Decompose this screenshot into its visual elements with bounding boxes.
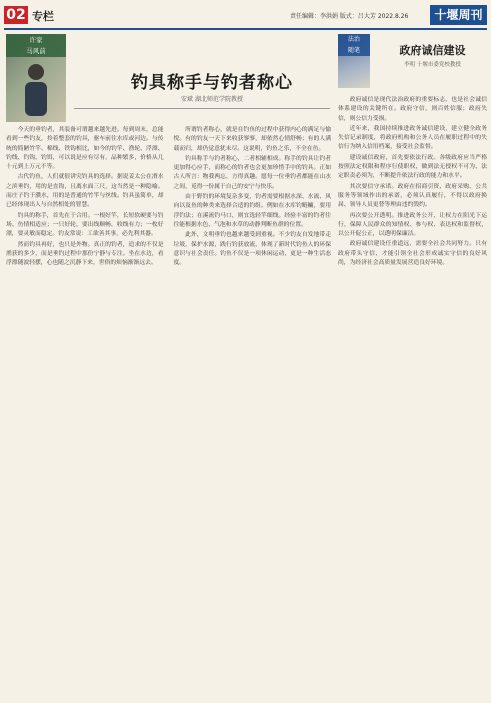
column-label-line-2: 马风前 — [26, 47, 46, 55]
paragraph: 古代钓鱼，人们就很讲究钓具的选择。据说姜太公在渭水之滨垂钓，用的是直钩，且离水面三尺，这当然是一种隐喻。而庄子钓于濮水，用的是普通的竹竿与丝线。钓具虽简单，却已经体现出人与自然相处的智慧。 — [6, 174, 164, 209]
paragraph: 政府诚信是现代法治政府的重要标志，也是社会诚信体系建设的关键所在。政府守信，则百姓信服；政府失信，则公信力受损。 — [338, 97, 487, 122]
author-photo — [338, 34, 370, 88]
paragraph: 所谓钓者称心，就是在钓鱼的过程中获得内心的满足与愉悦。有的钓友一天下来收获寥寥，却依然心情舒畅；有的人满载而归，却仍觉意犹未尽。这说明，钓鱼之乐，不全在鱼。 — [173, 127, 331, 152]
column-label-line-1: 许家 — [29, 36, 43, 44]
paragraph: 今天的垂钓者，其装备可谓越来越先进。每到周末，总能看到一些钓友，拎着整套的钓具，驱车前往水库或河边。与传统的简陋竹竿、棉线、铁钩相比，如今的钓竿、渔轮、浮漂、钓线、钓钩、钓饵，可以说是应有尽有，品种繁多，价格从几十元到上万元不等。 — [6, 127, 164, 171]
column-label-line-1: 法治 — [347, 36, 360, 43]
article-title: 政府诚信建设 — [399, 44, 466, 57]
author-portrait-icon — [20, 60, 52, 116]
left-article — [6, 34, 331, 698]
header-divider — [4, 28, 487, 30]
newspaper-masthead: 十堰周刊 — [430, 5, 487, 25]
article-body — [338, 96, 487, 696]
author-photo — [6, 34, 66, 122]
article-body — [6, 126, 331, 698]
title-divider — [74, 108, 330, 109]
article-byline: 李明 十堰市委党校教授 — [404, 62, 461, 68]
column-label — [6, 34, 66, 57]
paragraph: 此外，文明垂钓也越来越受到重视。不少钓友自发地带走垃圾，保护水源，践行钓获放流，体现了新时代钓鱼人的环保意识与社会责任。钓鱼不仅是一项休闲运动，更是一种生活态度。 — [173, 232, 331, 267]
paragraph: 政府诚信建设任重道远，需要全社会共同努力。只有政府带头守信，才能引领全社会形成诚实守信的良好风尚，为经济社会高质量发展营造良好环境。 — [338, 241, 487, 267]
paragraph: 然而钓具再好，也只是外物。真正的钓者，追求的不仅是渔获的多少，而是垂钓过程中那份宁静与专注。坐在水边，看浮漂随波轻摆，心也随之沉静下来，世俗的烦恼渐渐远去。 — [6, 241, 164, 267]
paragraph: 建设诚信政府，首先要依法行政。各级政府应当严格按照法定权限和程序行使职权，做到法无授权不可为、法定职责必须为，不断提升依法行政的能力和水平。 — [338, 154, 487, 180]
paragraph: 再次要公开透明。推进政务公开，让权力在阳光下运行，保障人民群众的知情权、参与权、表达权和监督权，以公开促公正，以透明保廉洁。 — [338, 212, 487, 238]
paragraph: 钓具称手与钓者称心，二者相辅相成。称手的钓具让钓者更加得心应手，而称心的钓者也会更加珍惜手中的钓具。正如古人所言：物我两忘，方得真趣。愿每一位垂钓者都能在山水之间，觅得一份属于自己的安宁与快乐。 — [173, 155, 331, 190]
paragraph: 由于野钓的环境复杂多变，钓者需要根据水深、水流、风向以及鱼的种类来选择合适的钓组。例如在水库钓鲢鳙，要用浮钓法；在溪流钓马口，则宜选轻竿细线。经验丰富的钓者往往能根据水色、气泡和水草的动静判断鱼群的位置。 — [173, 194, 331, 228]
page-number: 02 — [4, 6, 28, 24]
article-title: 钓具称手与钓者称心 — [131, 73, 293, 93]
article-byline: 安斌 湖北师范学院教授 — [181, 96, 243, 103]
paragraph: 近年来，我国持续推进政务诚信建设，建立健全政务失信记录制度，将政府机构和公务人员在履职过程中的失信行为纳入信用档案，接受社会监督。 — [338, 125, 487, 151]
column-label — [338, 34, 370, 56]
editor-meta: 责任编辑：李洪娟 版式：吕大芳 2022.8.26 — [290, 13, 409, 20]
column-label-line-2: 随笔 — [347, 47, 360, 54]
page-header — [0, 0, 491, 30]
paragraph: 钓具的称手，首先在于合用。一根好竿，长短软硬要与钓场、鱼情相适应；一只好轮，要出线顺畅，收线有力；一枚好漂，要灵敏而稳定。钓友常说：工欲善其事，必先利其器。 — [6, 212, 164, 238]
section-title: 专栏 — [32, 10, 54, 23]
right-article — [338, 34, 487, 698]
paragraph: 其次要信守承诺。政府在招商引资、政府采购、公共服务等领域作出的承诺，必须认真履行，不得以政府换届、领导人员更替等理由违约毁约。 — [338, 183, 487, 209]
